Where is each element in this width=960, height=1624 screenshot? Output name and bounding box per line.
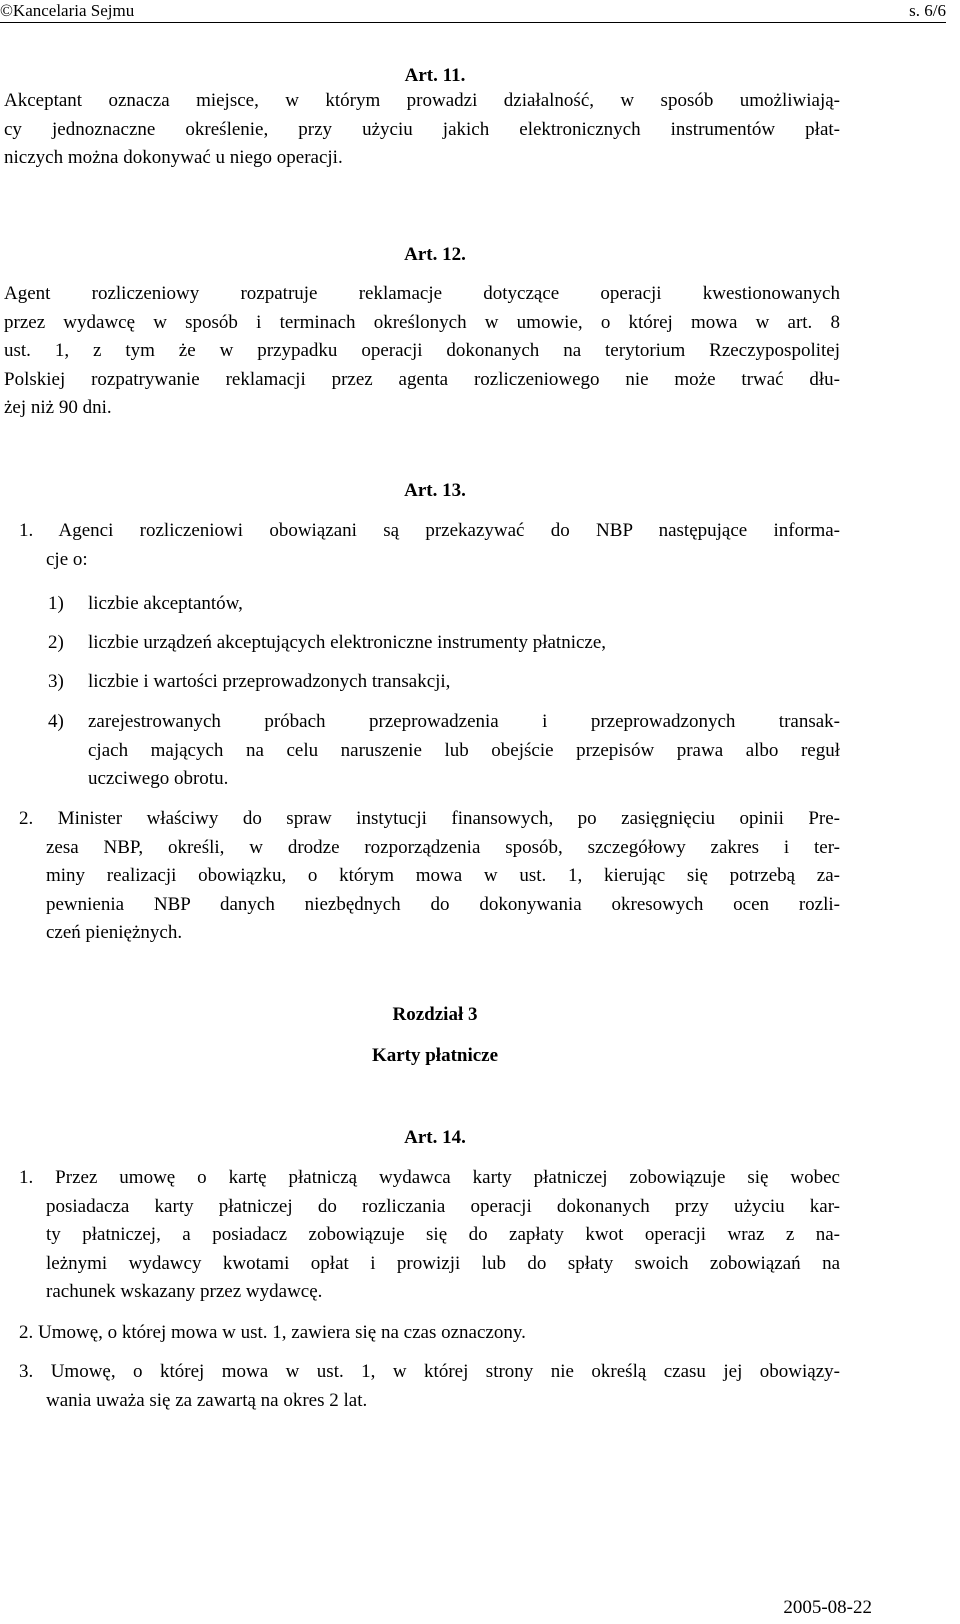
art-12-paragraph — [4, 280, 840, 423]
art-14-ust-3-line: wania uważa się za zawartą na okres 2 lat. — [46, 1389, 368, 1411]
item-number: 3) — [48, 671, 64, 692]
art-11-line: cy jednoznaczne określenie, przy użyciu jakich elektronicznych instrumentów płat- — [4, 118, 840, 140]
art-13-ust-2-line: zesa NBP, określi, w drodze rozporządzenia sposób, szczegółowy zakres i ter- — [46, 836, 840, 858]
art-13-item-2 — [48, 629, 64, 658]
item-4-line: cjach mających na celu naruszenie lub obejście przepisów prawa albo reguł — [88, 739, 840, 761]
art-13-ust-1 — [19, 517, 840, 574]
item-number: 1) — [48, 593, 64, 614]
art-12-title: Art. 12. — [404, 244, 466, 265]
art-13-item-2-text: liczbie urządzeń akceptujących elektroniczne instrumenty płatnicze, — [88, 632, 607, 653]
art-14-ust-3 — [19, 1358, 840, 1415]
art-14-title: Art. 14. — [404, 1127, 466, 1148]
art-14-ust-1-line: rachunek wskazany przez wydawcę. — [46, 1281, 323, 1302]
chapter-number: Rozdział 3 — [392, 1004, 478, 1025]
art-14-ust-1-line: posiadacza karty płatniczej do rozliczania operacji dokonanych przy użyciu kar- — [46, 1195, 840, 1217]
art-13-title: Art. 13. — [404, 480, 466, 501]
art-13-item-4 — [48, 708, 64, 737]
header-page-number: s. 6/6 — [909, 1, 946, 20]
art-13-ust-2-line: 2. Minister właściwy do spraw instytucji finansowych, po zasięgnięciu opinii Pre- — [19, 808, 840, 829]
art-13-ust-2-line: czeń pieniężnych. — [46, 922, 183, 943]
item-number: 2) — [48, 632, 64, 653]
page-header — [0, 0, 946, 23]
art-13-ust-2-line: pewnienia NBP danych niezbędnych do dokonywania okresowych ocen rozli- — [46, 893, 840, 915]
art-12-line: Agent rozliczeniowy rozpatruje reklamacje dotyczące operacji kwestionowanych — [4, 283, 840, 304]
art-13-item-1-text: liczbie akceptantów, — [88, 593, 243, 614]
item-4-line: uczciwego obrotu. — [88, 768, 229, 789]
art-14-ust-1-line: leżnymi wydawcy kwotami opłat i prowizji lub do spłaty swoich zobowiązań na — [46, 1252, 840, 1274]
art-14-ust-2: 2. Umowę, o której mowa w ust. 1, zawiera się na czas oznaczony. — [19, 1322, 526, 1343]
art-13-ust-1-line: cje o: — [46, 548, 88, 570]
art-14-ust-3-line: 3. Umowę, o której mowa w ust. 1, w której strony nie określą czasu jej obowiązy- — [19, 1361, 840, 1382]
art-12-line: przez wydawcę w sposób i terminach określonych w umowie, o której mowa w art. 8 — [4, 311, 840, 333]
art-11-paragraph — [4, 87, 840, 173]
item-number: 4) — [48, 711, 64, 732]
footer-date: 2005-08-22 — [783, 1597, 872, 1618]
art-11-line: niczych można dokonywać u niego operacji. — [4, 147, 343, 168]
chapter-title: Karty płatnicze — [371, 1045, 499, 1066]
art-13-ust-2 — [19, 805, 840, 948]
art-11-title: Art. 11. — [404, 65, 466, 86]
art-13-item-4-text — [88, 708, 840, 794]
art-12-line: żej niż 90 dni. — [4, 397, 112, 418]
art-13-ust-1-line: 1. Agenci rozliczeniowi obowiązani są przekazywać do NBP następujące informa- — [19, 520, 840, 541]
art-11-line: Akceptant oznacza miejsce, w którym prowadzi działalność, w sposób umożliwiają- — [4, 90, 840, 111]
art-13-ust-2-line: miny realizacji obowiązku, o którym mowa w ust. 1, kierując się potrzebą za- — [46, 865, 840, 886]
item-4-line: zarejestrowanych próbach przeprowadzenia i przeprowadzonych transak- — [88, 711, 840, 732]
art-14-ust-1-line: ty płatniczej, a posiadacz zobowiązuje się do zapłaty kwot operacji wraz z na- — [46, 1224, 840, 1245]
art-14-ust-1-line: 1. Przez umowę o kartę płatniczą wydawca karty płatniczej zobowiązuje się wobec — [19, 1167, 840, 1188]
header-publisher: ©Kancelaria Sejmu — [0, 1, 135, 20]
art-13-item-3 — [48, 668, 64, 697]
art-14-ust-1 — [19, 1164, 840, 1307]
art-13-item-1 — [48, 590, 64, 619]
art-12-line: ust. 1, z tym że w przypadku operacji dokonanych na terytorium Rzeczypospolitej — [4, 340, 840, 361]
art-13-item-3-text: liczbie i wartości przeprowadzonych transakcji, — [88, 671, 451, 692]
art-12-line: Polskiej rozpatrywanie reklamacji przez agenta rozliczeniowego nie może trwać dłu- — [4, 368, 840, 390]
